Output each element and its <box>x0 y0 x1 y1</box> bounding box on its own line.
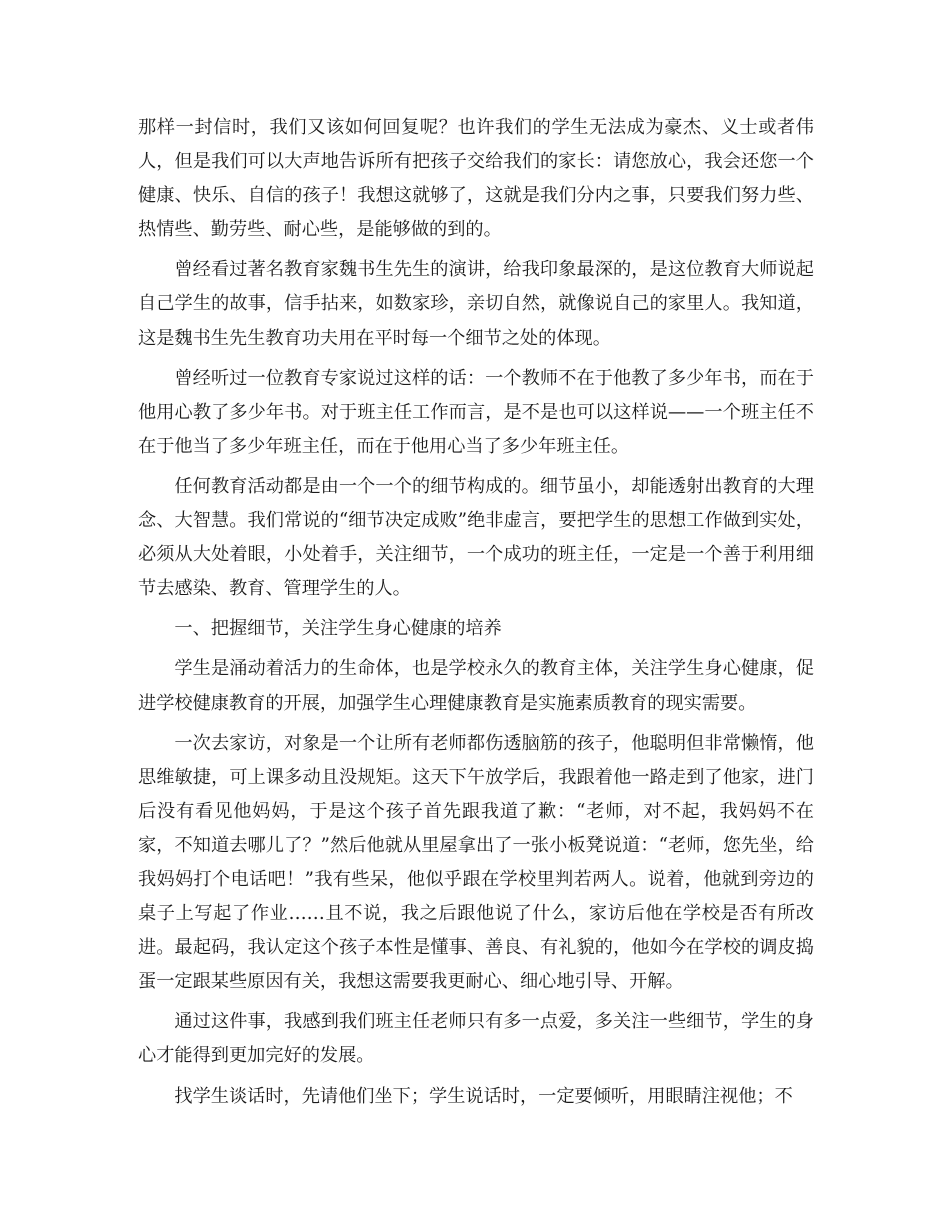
paragraph-7: 通过这件事，我感到我们班主任老师只有多一点爱，多关注一些细节，学生的身心才能得到更加完好的发展。 <box>138 1011 814 1067</box>
paragraph-2: 曾经看过著名教育家魏书生先生的演讲，给我印象最深的，是这位教育大师说起自己学生的故事，信手拈来，如数家珍，亲切自然，就像说自己的家里人。我知道，这是魏书生先生教育功夫用在平时每一个细节之处的体现。 <box>138 259 814 349</box>
paragraph-1: 那样一封信时，我们又该如何回复呢？也许我们的学生无法成为豪杰、义士或者伟人，但是我们可以大声地告诉所有把孩子交给我们的家长：请您放心，我会还您一个健康、快乐、自信的孩子！我想这就够了，这就是我们分内之事，只要我们努力些、热情些、勤劳些、耐心些，是能够做的到的。 <box>138 117 814 241</box>
paragraph-3: 曾经听过一位教育专家说过这样的话：一个教师不在于他教了多少年书，而在于他用心教了多少年书。对于班主任工作而言，是不是也可以这样说——一个班主任不在于他当了多少年班主任，而在于他用心当了多少年班主任。 <box>138 367 814 457</box>
paragraph-6: 一次去家访，对象是一个让所有老师都伤透脑筋的孩子，他聪明但非常懒惰，他思维敏捷，可上课多动且没规矩。这天下午放学后，我跟着他一路走到了他家，进门后没有看见他妈妈，于是这个孩子首先跟我道了歉：“老师，对不起，我妈妈不在家，不知道去哪儿了？”然后他就从里屋拿出了一张小板凳说道：“老师，您先坐，给我妈妈打个电话吧！”我有些呆，他似乎跟在学校里判若两人。说着，他就到旁边的桌子上写起了作业……且不说，我之后跟他说了什么，家访后他在学校是否有所改进。最起码，我认定这个孩子本性是懂事、善良、有礼貌的，他如今在学校的调皮捣蛋一定跟某些原因有关，我想这需要我更耐心、细心地引导、开解。 <box>138 732 814 993</box>
paragraph-4: 任何教育活动都是由一个一个的细节构成的。细节虽小，却能透射出教育的大理念、大智慧。我们常说的“细节决定成败”绝非虚言，要把学生的思想工作做到实处，必须从大处着眼，小处着手，关注细节，一个成功的班主任，一定是一个善于利用细节去感染、教育、管理学生的人。 <box>138 475 814 600</box>
document-body <box>138 111 814 1120</box>
paragraph-5: 学生是涌动着活力的生命体，也是学校永久的教育主体，关注学生身心健康，促进学校健康教育的开展，加强学生心理健康教育是实施素质教育的现实需要。 <box>138 658 814 714</box>
paragraph-8: 找学生谈话时，先请他们坐下；学生说话时，一定要倾听，用眼睛注视他；不 <box>174 1085 793 1107</box>
section-heading: 一、把握细节，关注学生身心健康的培养 <box>174 618 502 640</box>
